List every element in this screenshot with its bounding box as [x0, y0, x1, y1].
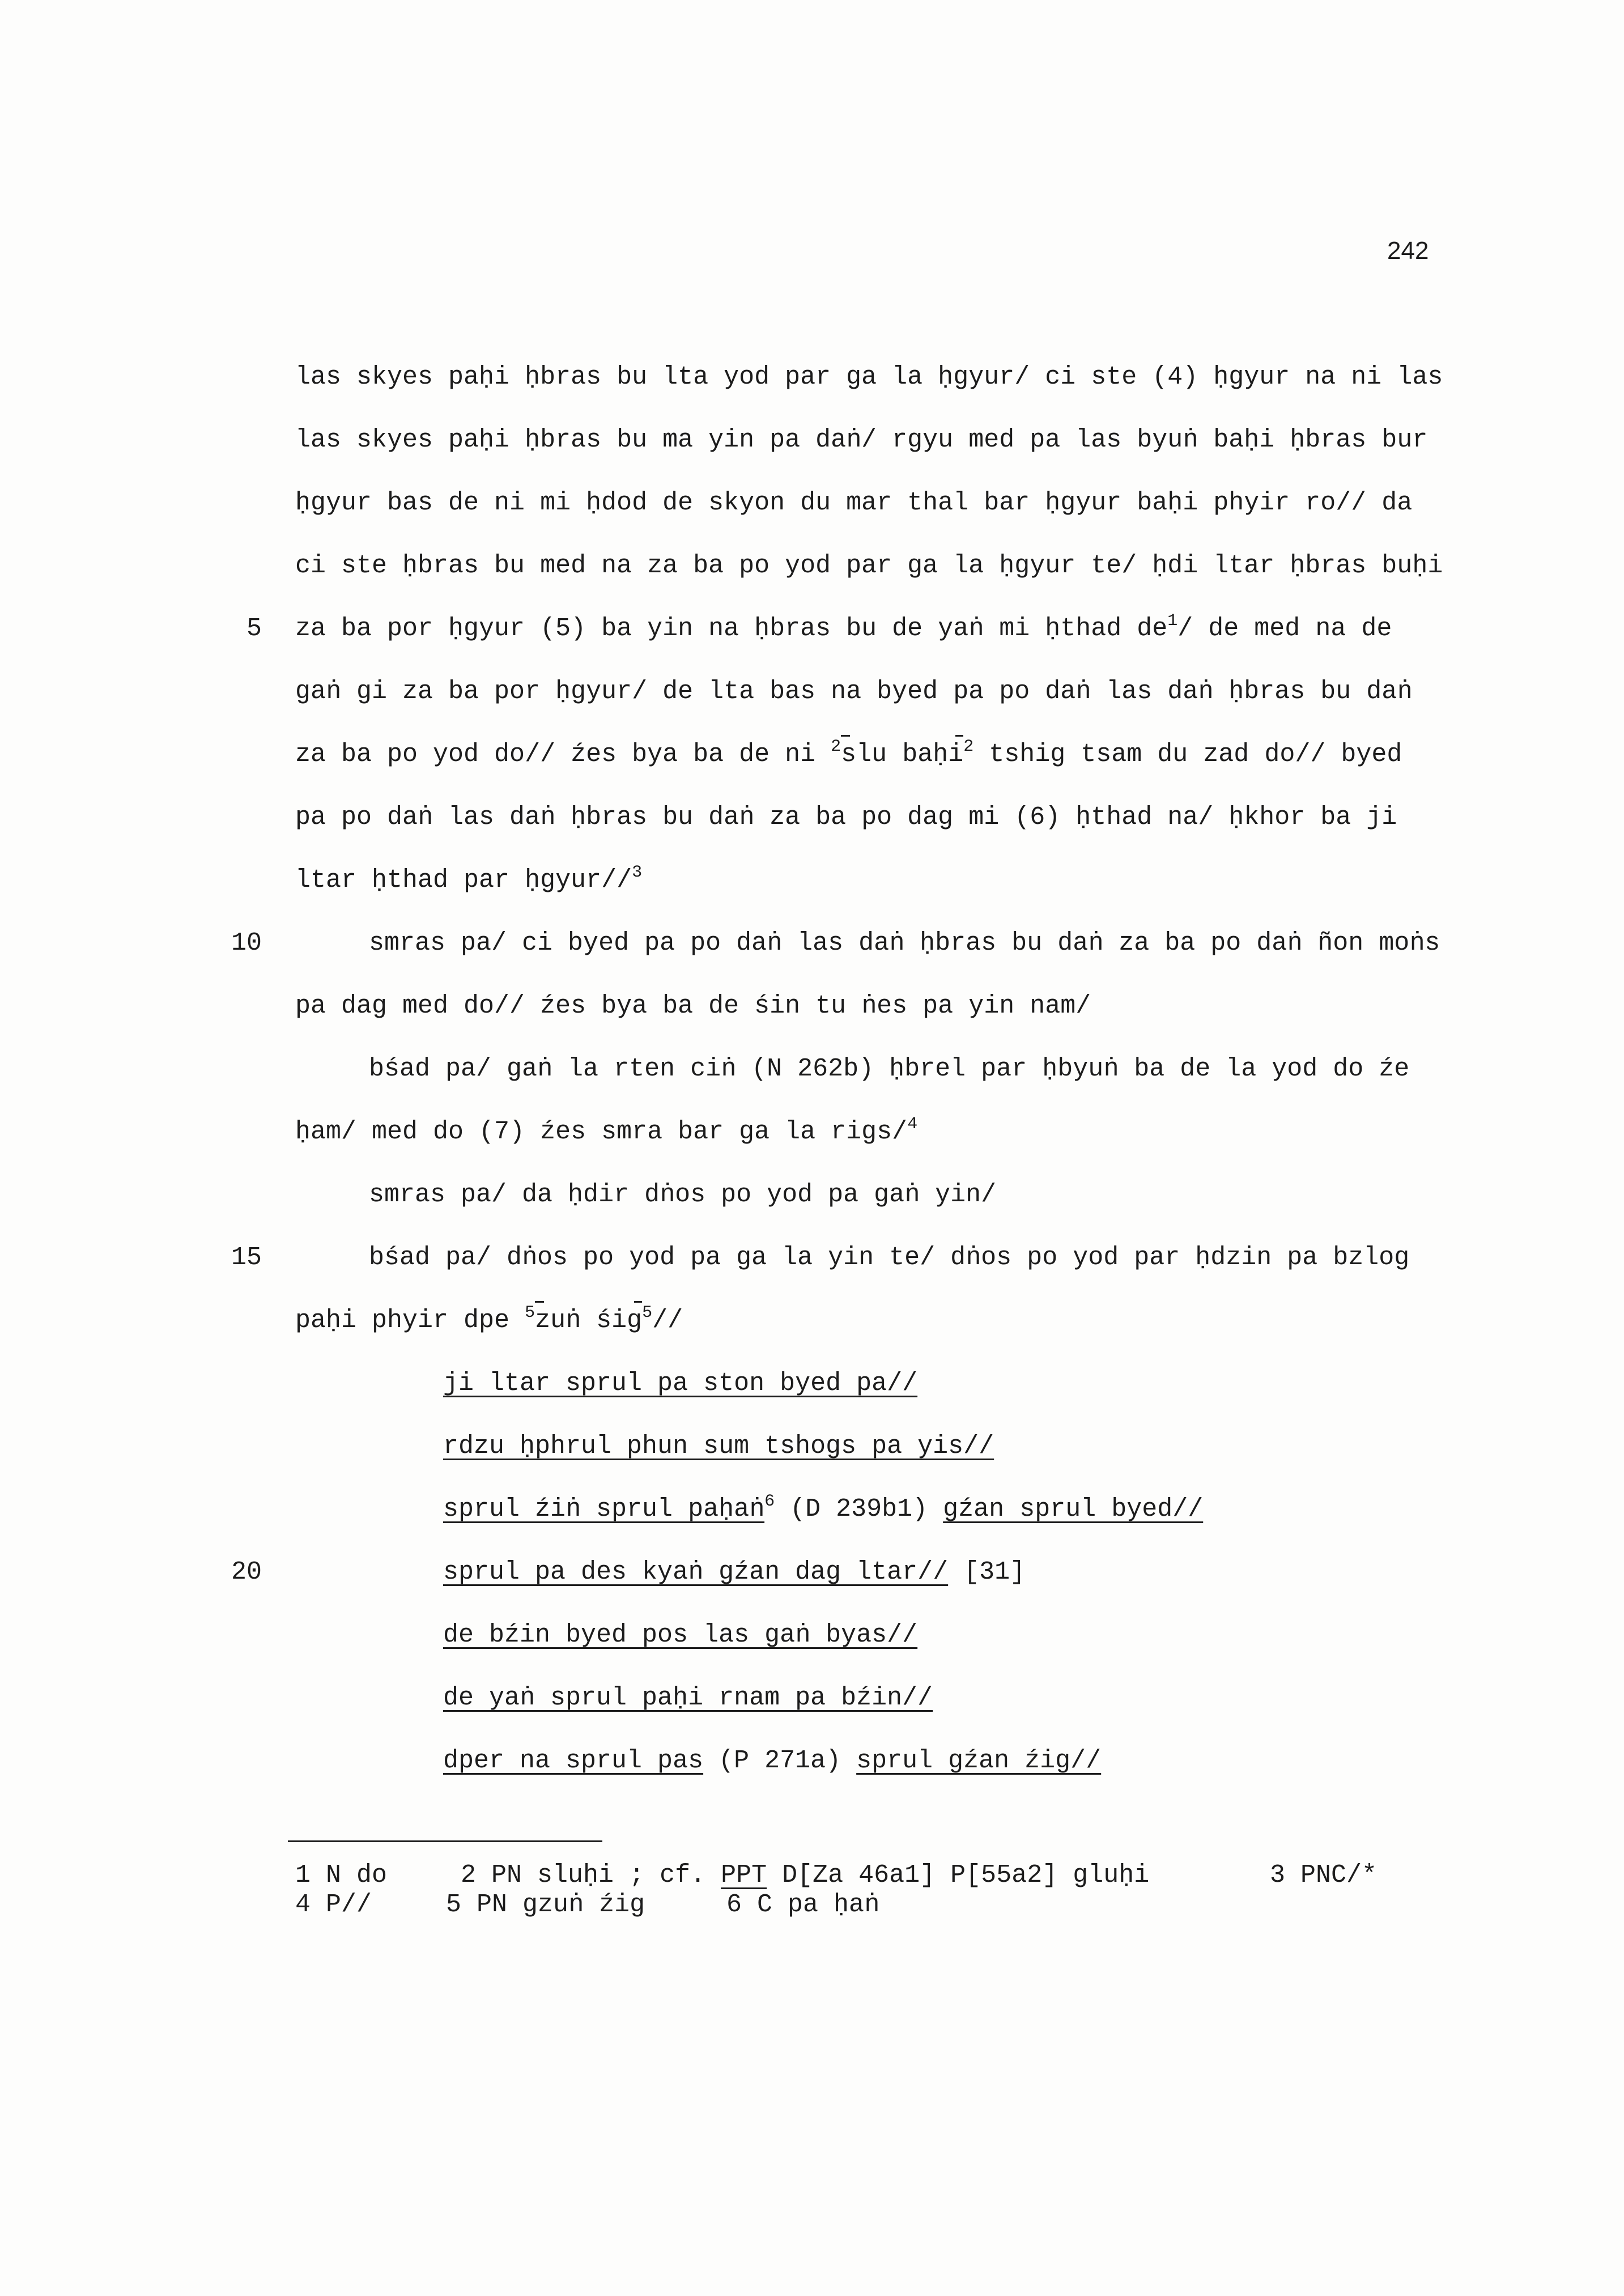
footnote — [295, 1890, 372, 1920]
text-line — [0, 471, 1624, 534]
verse-text: de bźin byed pos las gaṅ byas// — [443, 1621, 918, 1649]
text-line — [0, 346, 1624, 409]
line-text: paḥi phyir dpe — [295, 1306, 525, 1335]
footnote-number: 4 — [295, 1890, 311, 1919]
text-line — [0, 1289, 1624, 1352]
line-text: smras pa/ da ḥdir dṅos po yod pa gaṅ yin/ — [369, 1180, 997, 1209]
line-text: tshig tsam du zad do// byed — [973, 740, 1402, 769]
line-text: gaṅ gi za ba por ḥgyur/ de lta bas na byed pa po daṅ las daṅ ḥbras bu daṅ — [295, 677, 1413, 706]
line-text: smras pa/ ci byed pa po daṅ las daṅ ḥbras bu daṅ za ba po daṅ ñon moṅs — [369, 929, 1440, 958]
footnote — [726, 1890, 879, 1920]
line-text: ḥam/ med do (7) źes smra bar ga la rigs/ — [295, 1117, 908, 1146]
footnote — [295, 1861, 387, 1890]
line-number: 15 — [231, 1243, 262, 1272]
footnote-text: C pa ḥaṅ — [757, 1890, 880, 1919]
text-line — [0, 1038, 1624, 1100]
footnote-marker: 1 — [1167, 611, 1178, 631]
verse-text: ji ltar sprul pa ston byed pa// — [443, 1369, 918, 1398]
footnote-number: 2 — [461, 1861, 477, 1890]
footnote-text: PNC/* — [1300, 1861, 1378, 1890]
text-line — [0, 409, 1624, 471]
line-text: slu baḥi — [841, 740, 964, 769]
line-text: zuṅ śig — [535, 1306, 643, 1335]
line-text: bśad pa/ gaṅ la rten ciṅ (N 262b) ḥbrel par ḥbyuṅ ba de la yod do źe — [369, 1055, 1410, 1083]
line-number: 5 — [246, 614, 262, 643]
verse-line — [0, 1352, 1624, 1415]
text-line — [0, 1163, 1624, 1226]
footnote — [1270, 1861, 1377, 1890]
line-text: / de med na de — [1177, 614, 1392, 643]
line-text: las skyes paḥi ḥbras bu lta yod par ga la ḥgyur/ ci ste (4) ḥgyur na ni las — [295, 363, 1443, 392]
footnote — [446, 1890, 645, 1920]
main-text — [0, 346, 1624, 1792]
line-text: ltar ḥthad par ḥgyur// — [295, 866, 632, 895]
footnote-text: D[Za 46a1] P[55a2] gluḥi — [767, 1861, 1150, 1890]
footnote-text: P// — [326, 1890, 372, 1919]
footnote-text: PN gzuṅ źig — [477, 1890, 645, 1919]
verse-line — [0, 1478, 1624, 1541]
footnote-marker: 5 — [642, 1303, 653, 1323]
footnote-text: N do — [326, 1861, 388, 1890]
verse-text: sprul źiṅ sprul paḥaṅ — [443, 1495, 765, 1524]
text-line — [0, 660, 1624, 723]
text-line — [0, 975, 1624, 1038]
verse-line — [0, 1604, 1624, 1666]
footnote-divider — [288, 1840, 602, 1842]
footnote-reference: PPT — [721, 1861, 767, 1890]
line-text: ḥgyur bas de ni mi ḥdod de skyon du mar thal bar ḥgyur baḥi phyir ro// da — [295, 488, 1413, 517]
edition-reference: (P 271a) — [703, 1746, 857, 1775]
footnote-number: 3 — [1270, 1861, 1286, 1890]
line-text: pa dag med do// źes bya ba de śin tu ṅes pa yin nam/ — [295, 992, 1091, 1021]
folio-reference: [31] — [964, 1558, 1026, 1587]
footnote-marker: 5 — [525, 1303, 535, 1323]
line-text: za ba po yod do// źes bya ba de ni — [295, 740, 831, 769]
line-text: bśad pa/ dṅos po yod pa ga la yin te/ dṅos po yod par ḥdzin pa bzlog — [369, 1243, 1410, 1272]
line-number: 10 — [231, 929, 262, 958]
footnote — [461, 1861, 1149, 1890]
footnote-number: 1 — [295, 1861, 311, 1890]
text-line — [0, 849, 1624, 912]
verse-line — [0, 1541, 1624, 1604]
text-line — [0, 597, 1624, 660]
footnote-text: PN sluḥi ; cf. — [491, 1861, 721, 1890]
line-text: pa po daṅ las daṅ ḥbras bu daṅ za ba po dag mi (6) ḥthad na/ ḥkhor ba ji — [295, 803, 1397, 832]
text-line — [0, 1226, 1624, 1289]
line-text: ci ste ḥbras bu med na za ba po yod par ga la ḥgyur te/ ḥdi ltar ḥbras buḥi — [295, 551, 1443, 580]
verse-line — [0, 1666, 1624, 1729]
edition-reference: (D 239b1) — [775, 1495, 943, 1524]
footnote-marker: 2 — [831, 737, 841, 756]
text-line — [0, 534, 1624, 597]
footnote-number: 6 — [726, 1890, 742, 1919]
verse-text: de yaṅ sprul paḥi rnam pa bźin// — [443, 1683, 933, 1712]
verse-text: rdzu ḥphrul phun sum tshogs pa yis// — [443, 1432, 994, 1461]
line-number: 20 — [231, 1558, 262, 1587]
text-line — [0, 786, 1624, 849]
text-line — [0, 912, 1624, 975]
footnote-marker: 3 — [632, 863, 643, 882]
line-text: za ba por ḥgyur (5) ba yin na ḥbras bu de yaṅ mi ḥthad de — [295, 614, 1168, 643]
line-text: // — [652, 1306, 683, 1335]
text-line — [0, 1100, 1624, 1163]
verse-line — [0, 1729, 1624, 1792]
line-text: las skyes paḥi ḥbras bu ma yin pa daṅ/ rgyu med pa las byuṅ baḥi ḥbras bur — [295, 426, 1428, 454]
footnote-number: 5 — [446, 1890, 462, 1919]
verse-line — [0, 1415, 1624, 1478]
text-line — [0, 723, 1624, 786]
verse-text: gźan sprul byed// — [943, 1495, 1204, 1524]
verse-text: sprul gźan źig// — [856, 1746, 1102, 1775]
footnote-marker: 4 — [907, 1115, 918, 1134]
footnote-marker: 6 — [764, 1492, 775, 1511]
verse-text: dper na sprul pas — [443, 1746, 704, 1775]
footnote-marker: 2 — [963, 737, 974, 756]
page-number: 242 — [1387, 237, 1429, 265]
verse-text: sprul pa des kyaṅ gźan dag ltar// — [443, 1558, 949, 1587]
